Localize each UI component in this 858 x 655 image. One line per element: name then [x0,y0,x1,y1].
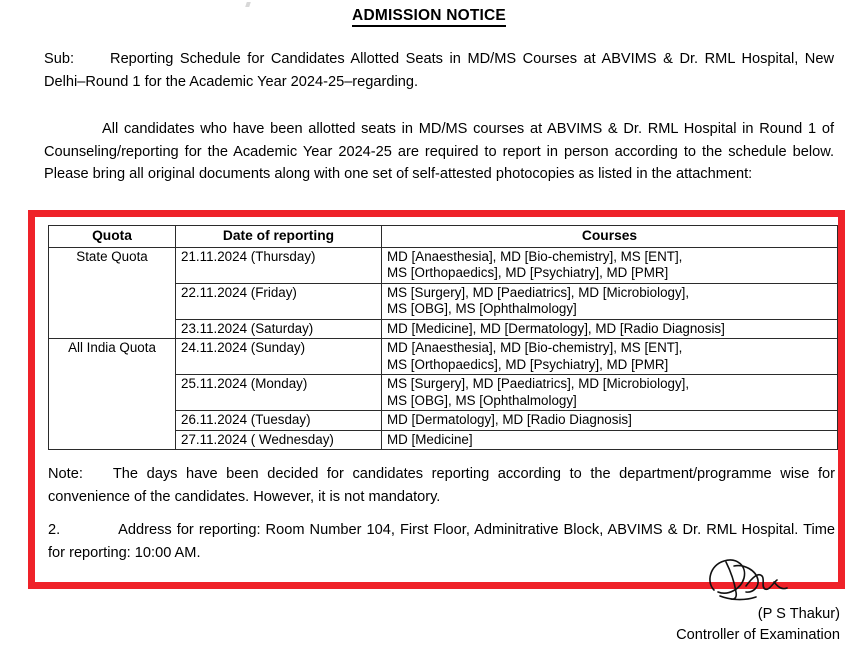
date-cell: 24.11.2024 (Sunday) [176,339,382,375]
courses-line: MD [Anaesthesia], MD [Bio-chemistry], MS [ENT], [387,340,683,355]
courses-line: MS [Orthopaedics], MD [Psychiatry], MD [PMR] [387,356,669,372]
address-number: 2. [48,522,61,538]
table-row [49,247,838,283]
courses-cell [382,283,838,319]
courses-cell [382,247,838,283]
courses-line: MD [Medicine], MD [Dermatology], MD [Radio Diagnosis] [387,320,725,336]
courses-line: MD [Anaesthesia], MD [Bio-chemistry], MS [ENT], [387,248,683,264]
address-paragraph [48,519,835,564]
address-text: Address for reporting: Room Number 104, First Floor, Adminitrative Block, ABVIMS & Dr. RML Hospital. Time for reporting: 10:00 AM. [48,522,835,561]
quota-cell-all-india: All India Quota [49,339,176,450]
body-text: All candidates who have been allotted seats in MD/MS courses at ABVIMS & Dr. RML Hospital in Round 1 of Counseling/reporting for the Academic Year 2024-25 are required to report in person according to the schedule below. Please bring all original documents along with one set of self-attested photocopies as listed in the attachment: [44,121,834,182]
body-paragraph [44,118,834,186]
table-row [49,339,838,375]
red-highlight-frame [28,210,845,589]
signatory-name: (P S Thakur) [757,606,840,622]
quota-cell-state: State Quota [49,247,176,339]
courses-line: MS [OBG], MS [Ophthalmology] [387,392,577,408]
table-header-row [49,226,838,248]
courses-line: MS [Orthopaedics], MD [Psychiatry], MD [PMR] [387,265,669,280]
page-title-text: ADMISSION NOTICE [352,7,506,27]
courses-cell [382,375,838,411]
date-cell: 26.11.2024 (Tuesday) [176,411,382,431]
date-cell: 21.11.2024 (Thursday) [176,247,382,283]
page-title [0,7,858,25]
reporting-schedule-table [48,225,838,450]
column-header-courses: Courses [382,226,838,248]
courses-cell [382,411,838,431]
courses-cell [382,319,838,339]
courses-cell [382,430,838,450]
cut-off-scan-line [46,645,346,651]
date-cell: 25.11.2024 (Monday) [176,375,382,411]
signatory-designation: Controller of Examination [676,627,840,643]
date-cell: 27.11.2024 ( Wednesday) [176,430,382,450]
subject-paragraph [44,48,834,93]
courses-line: MD [Dermatology], MD [Radio Diagnosis] [387,412,632,427]
note-label: Note: [48,466,83,482]
frame-content [35,217,838,582]
courses-cell [382,339,838,375]
courses-line: MS [OBG], MS [Ophthalmology] [387,301,577,316]
date-cell: 22.11.2024 (Friday) [176,283,382,319]
subject-label: Sub: [44,51,75,67]
column-header-quota: Quota [49,226,176,248]
column-header-date: Date of reporting [176,226,382,248]
note-paragraph [48,463,835,508]
note-text: The days have been decided for candidates reporting according to the department/programme wise for convenience of the candidates. However, it is not mandatory. [48,466,835,505]
courses-line: MS [Surgery], MD [Paediatrics], MD [Microbiology], [387,284,690,300]
subject-text: Reporting Schedule for Candidates Allotted Seats in MD/MS Courses at ABVIMS & Dr. RML Hospital, New Delhi–Round 1 for the Academic Year 2024-25–regarding. [44,51,834,90]
date-cell: 23.11.2024 (Saturday) [176,319,382,339]
courses-line: MD [Medicine] [387,431,473,447]
courses-line: MS [Surgery], MD [Paediatrics], MD [Microbiology], [387,376,690,391]
